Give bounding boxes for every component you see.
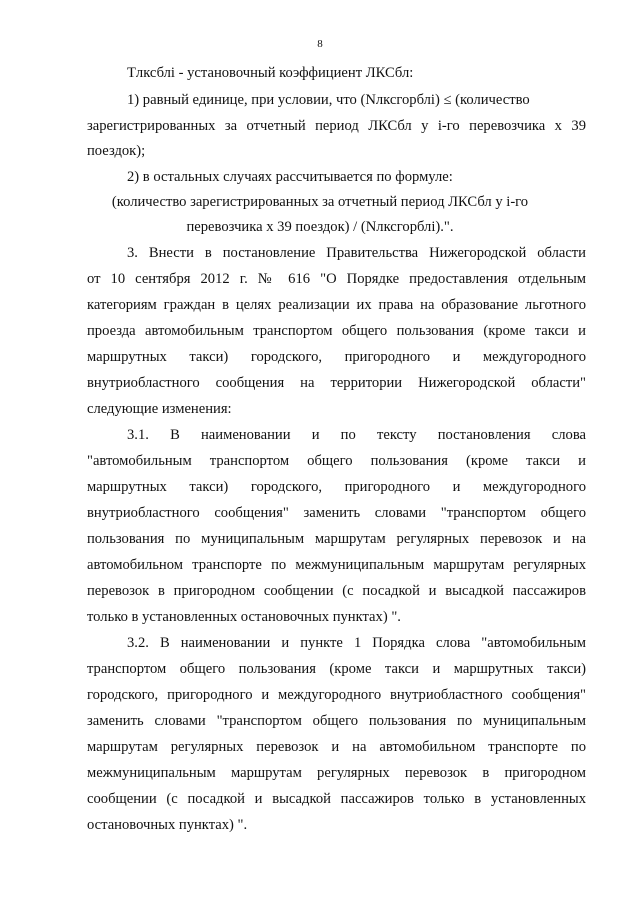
text-line: проезда автомобильным транспортом общего пользования (кроме такси и xyxy=(87,323,586,339)
text-line: зарегистрированных за отчетный период ЛКСбл у i-го перевозчика х 39 xyxy=(87,118,586,134)
text-line: поездок); xyxy=(87,143,146,159)
text-line: внутриобластного сообщения на территории Нижегородской области" xyxy=(87,375,586,391)
text-line: маршрутам регулярных перевозок и на автомобильном транспорте по xyxy=(87,739,586,755)
text-line: категориям граждан в целях реализации их права на образование льготного xyxy=(87,297,586,313)
text-line: 3.1. В наименовании и по тексту постановления слова xyxy=(127,427,586,443)
text-line: автомобильном транспорте по межмуниципальным маршрутам регулярных xyxy=(87,557,586,573)
text-line: остановочных пунктах) ". xyxy=(87,817,248,833)
text-line: внутриобластного сообщения" заменить словами "транспортом общего xyxy=(87,505,586,521)
text-line: 1) равный единице, при условии, что (Nлксгорблi) ≤ (количество xyxy=(127,92,530,108)
text-line: Tлксблi - установочный коэффициент ЛКСбл: xyxy=(127,65,414,81)
text-line: транспортом общего пользования (кроме такси и маршрутных такси) xyxy=(87,661,586,677)
formula-line: перевозчика х 39 поездок) / (Nлксгорблi).". xyxy=(186,219,454,235)
text-line: "автомобильным транспортом общего пользования (кроме такси и xyxy=(87,453,586,469)
text-line: маршрутных такси) городского, пригородного и междугородного xyxy=(87,349,586,365)
text-line: следующие изменения: xyxy=(87,401,232,417)
text-line: 3. Внести в постановление Правительства Нижегородской области xyxy=(127,245,586,261)
text-line: только в установленных остановочных пунктах) ". xyxy=(87,609,401,625)
text-line: маршрутных такси) городского, пригородного и междугородного xyxy=(87,479,586,495)
text-line: заменить словами "транспортом общего пользования по муниципальным xyxy=(87,713,586,729)
text-line: от 10 сентября 2012 г. № 616 "О Порядке предоставления отдельным xyxy=(87,271,586,287)
text-line: межмуниципальным маршрутам регулярных перевозок в пригородном xyxy=(87,765,586,781)
text-line: пользования по муниципальным маршрутам регулярных перевозок и на xyxy=(87,531,586,547)
text-line: сообщении (с посадкой и высадкой пассажиров только в установленных xyxy=(87,791,586,807)
text-line: перевозок в пригородном сообщении (с посадкой и высадкой пассажиров xyxy=(87,583,586,599)
page-number: 8 xyxy=(317,38,323,50)
text-line: городского, пригородного и междугородного внутриобластного сообщения" xyxy=(87,687,586,703)
text-line: 2) в остальных случаях рассчитывается по формуле: xyxy=(127,169,453,185)
formula-line: (количество зарегистрированных за отчетный период ЛКСбл у i-го xyxy=(111,194,529,210)
text-line: 3.2. В наименовании и пункте 1 Порядка слова "автомобильным xyxy=(127,635,586,651)
